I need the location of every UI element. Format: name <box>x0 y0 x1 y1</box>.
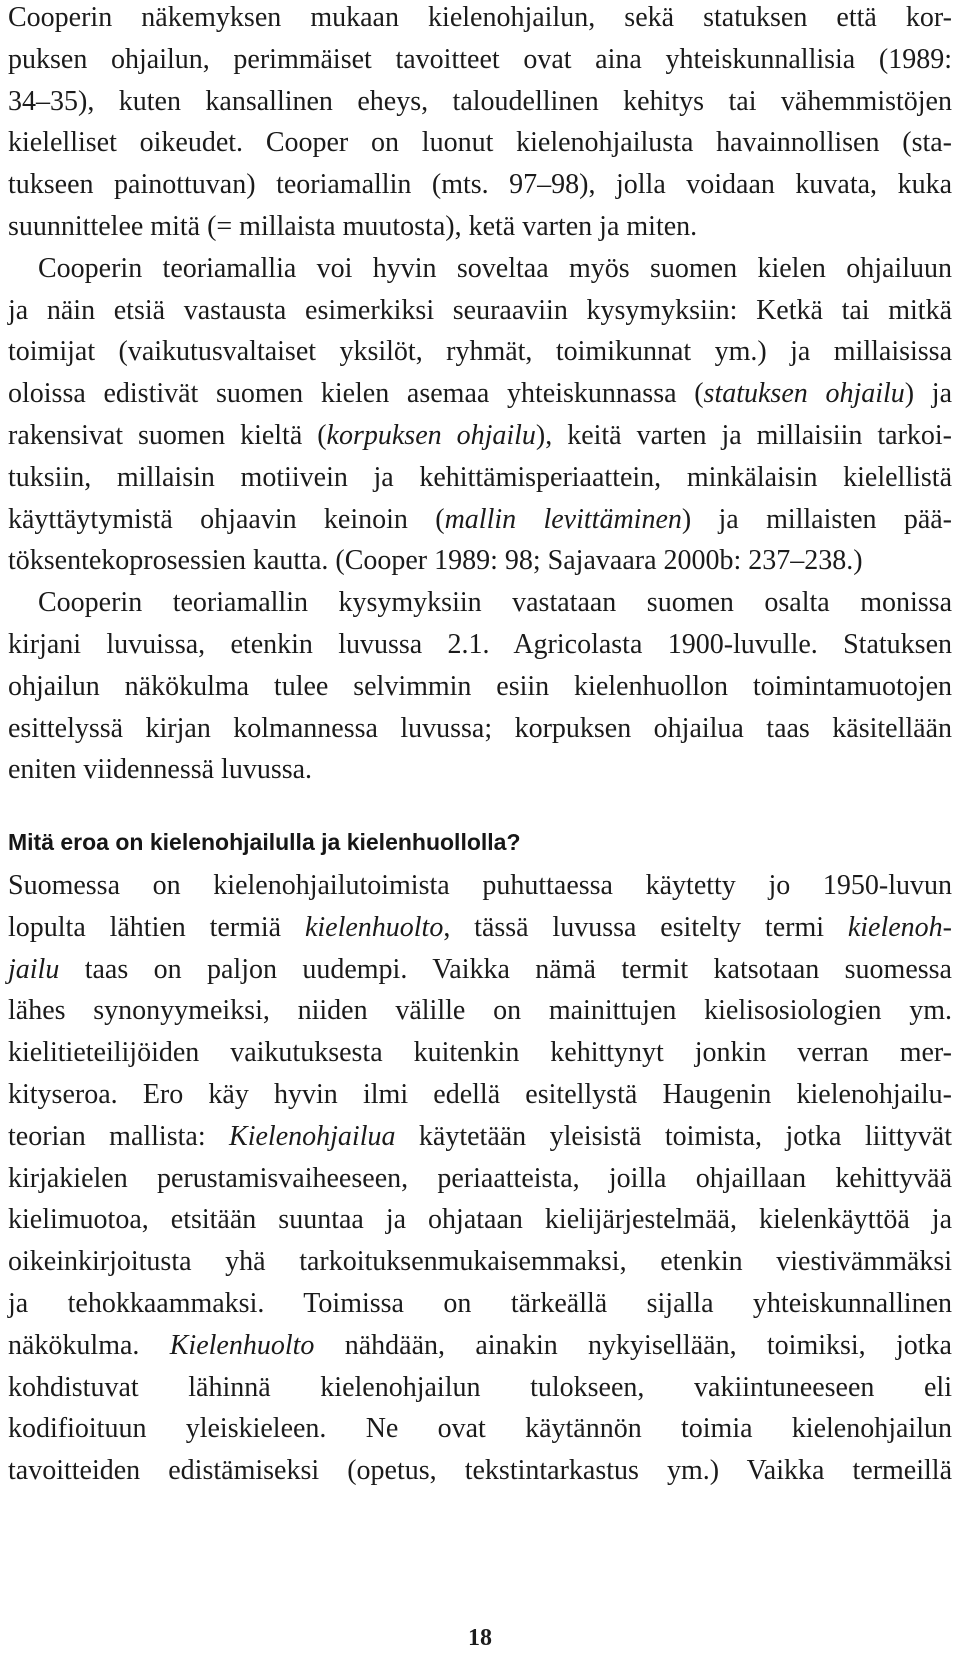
text-line: kielimuotoa, etsitään suuntaa ja ohjataan kielijärjestelmää, kielenkäyttöä ja <box>8 1204 952 1236</box>
text-line: kohdistuvat lähinnä kielenohjailun tulokseen, vakiintuneeseen eli <box>8 1371 952 1403</box>
text-line: jailu taas on paljon uudempi. Vaikka nämä termit katsotaan suomessa <box>8 953 952 985</box>
text-line: esittelyssä kirjan kolmannessa luvussa; korpuksen ohjailua taas käsitellään <box>8 712 952 744</box>
text-line: näkökulma. Kielenhuolto nähdään, ainakin nykyisellään, toimiksi, jotka <box>8 1329 952 1361</box>
text-line: töksentekoprosessien kautta. (Cooper 1989: 98; Sajavaara 2000b: 237–238.) <box>8 545 863 577</box>
text-line: kielelliset oikeudet. Cooper on luonut kielenohjailusta havainnollisen (sta- <box>8 127 952 159</box>
text-line: 34–35), kuten kansallinen eheys, taloudellinen kehitys tai vähemmistöjen <box>8 85 952 117</box>
text-line: Cooperin teoriamallia voi hyvin soveltaa myös suomen kielen ohjailuun <box>38 252 952 284</box>
text-line: kityseroa. Ero käy hyvin ilmi edellä esitellystä Haugenin kielenohjailu- <box>8 1079 952 1110</box>
text-line: Suomessa on kielenohjailutoimista puhuttaessa käytetty jo 1950-luvun <box>8 870 952 901</box>
text-line: suunnittelee mitä (= millaista muutosta), ketä varten ja miten. <box>8 211 698 242</box>
text-line: puksen ohjailun, perimmäiset tavoitteet ovat aina yhteiskunnallisia (1989: <box>8 43 952 75</box>
text-line: kirjakielen perustamisvaiheeseen, periaatteista, joilla ohjaillaan kehittyvää <box>8 1162 952 1194</box>
text-line: rakensivat suomen kieltä (korpuksen ohjailu), keitä varten ja millaisiin tarkoi- <box>8 420 952 451</box>
text-line: tuksiin, millaisin motiivein ja kehittämisperiaattein, minkälaisin kielellistä <box>8 461 952 493</box>
text-line: tavoitteiden edistämiseksi (opetus, tekstintarkastus ym.) Vaikka termeillä <box>8 1455 952 1487</box>
text-line: Cooperin teoriamallin kysymyksiin vastataan suomen osalta monissa <box>38 587 952 619</box>
text-line: ja näin etsiä vastausta esimerkiksi seuraaviin kysymyksiin: Ketkä tai mitkä <box>8 294 952 326</box>
text-line: toimijat (vaikutusvaltaiset yksilöt, ryhmät, toimikunnat ym.) ja millaisissa <box>8 336 952 368</box>
text-line: eniten viidennessä luvussa. <box>8 754 313 786</box>
text-line: ja tehokkaammaksi. Toimissa on tärkeällä sijalla yhteiskunnallinen <box>8 1288 952 1319</box>
text-line: kirjani luvuissa, etenkin luvussa 2.1. Agricolasta 1900-luvulle. Statuksen <box>8 629 952 660</box>
section-heading: Mitä eroa on kielenohjailulla ja kielenhuollolla? <box>8 829 521 855</box>
text-line: lähes synonyymeiksi, niiden välille on mainittujen kielisosiologien ym. <box>8 995 952 1027</box>
text-line: teorian mallista: Kielenohjailua käytetään yleisistä toimista, jotka liittyvät <box>8 1120 952 1152</box>
text-line: Cooperin näkemyksen mukaan kielenohjailun, sekä statuksen että kor- <box>8 2 952 33</box>
text-line: kodifioituun yleiskieleen. Ne ovat käytännön toimia kielenohjailun <box>8 1413 952 1445</box>
document-page <box>8 0 952 1662</box>
text-line: oikeinkirjoitusta yhä tarkoituksenmukaisemmaksi, etenkin viestivämmäksi <box>8 1246 952 1278</box>
text-line: käyttäytymistä ohjaavin keinoin (mallin levittäminen) ja millaisten pää- <box>8 503 952 535</box>
text-line: tukseen painottuvan) teoriamallin (mts. 97–98), jolla voidaan kuvata, kuka <box>8 169 952 201</box>
page-number: 18 <box>468 1625 492 1651</box>
text-line: kielitieteilijöiden vaikutuksesta kuitenkin kehittynyt jonkin verran mer- <box>8 1037 952 1069</box>
text-line: oloissa edistivät suomen kielen asemaa yhteiskunnassa (statuksen ohjailu) ja <box>8 378 952 410</box>
text-line: ohjailun näkökulma tulee selvimmin esiin kielenhuollon toimintamuotojen <box>8 670 952 702</box>
text-line: lopulta lähtien termiä kielenhuolto, tässä luvussa esitelty termi kielenoh- <box>8 911 952 943</box>
